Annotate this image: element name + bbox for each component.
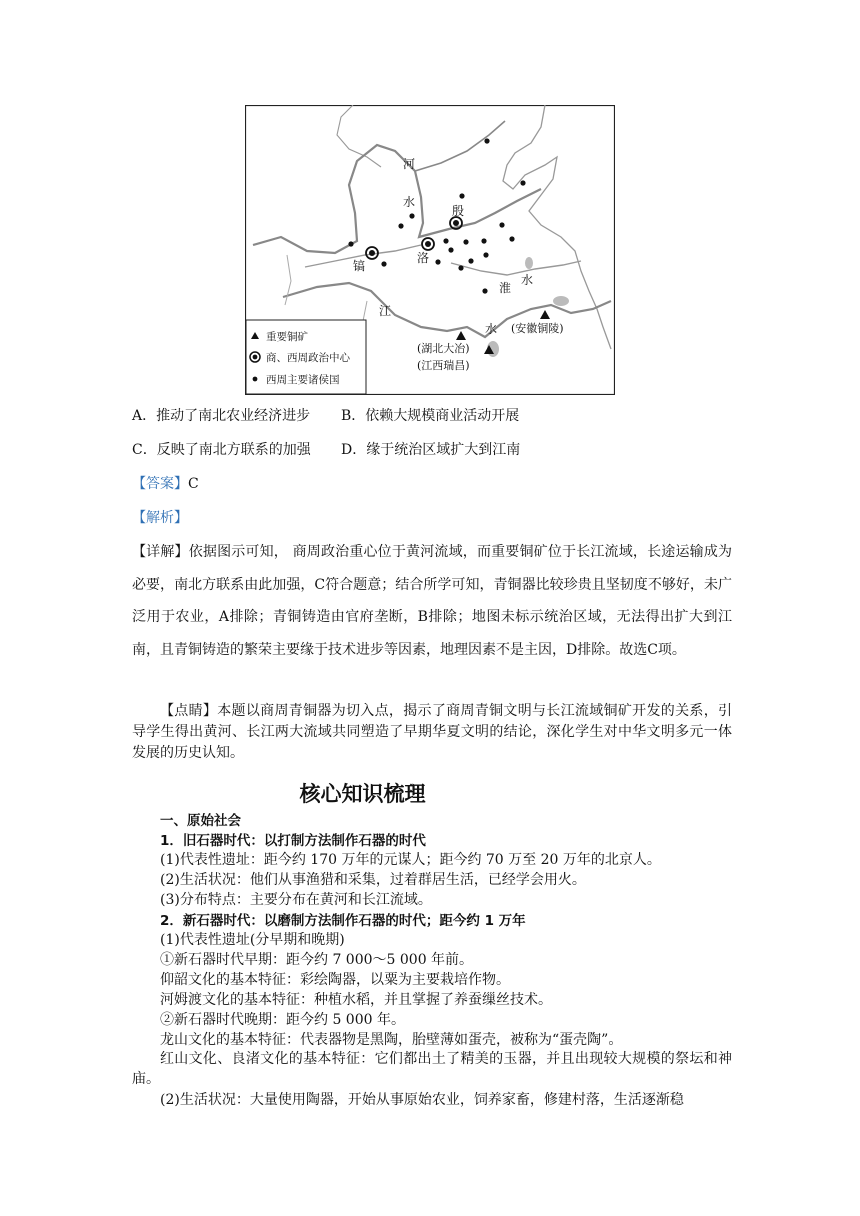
label-jiang: 江	[379, 304, 392, 318]
label-shui-2: 水	[521, 273, 534, 287]
detail-tag: 【详解】	[132, 544, 189, 560]
neo-sites: (1)代表性遗址(分早期和晚期)	[160, 932, 345, 948]
label-shui-1: 水	[403, 195, 416, 209]
label-he: 河	[403, 157, 416, 171]
paleo-distribution: (3)分布特点：主要分布在黄河和长江流域。	[160, 892, 432, 908]
bronze-map	[245, 105, 615, 395]
label-yin: 殷	[452, 204, 465, 218]
label-jiangxi: (江西瑞昌)	[417, 359, 470, 372]
legend-copper: 重要铜矿	[266, 331, 308, 343]
answer-line	[132, 473, 199, 493]
label-hao: 镐	[353, 259, 366, 273]
detail-paragraph	[132, 536, 732, 666]
heading-paleolithic: 1．旧石器时代：以打制方法制作石器的时代	[160, 833, 426, 849]
heading-neolithic: 2．新石器时代：以磨制方法制作石器的时代；距今约 1 万年	[160, 913, 526, 929]
comment-tag: 【点睛】	[160, 703, 218, 719]
label-hubei: (湖北大冶)	[417, 342, 470, 355]
lake	[553, 296, 569, 306]
neo-late: ②新石器时代晚期：距今约 5 000 年。	[160, 1012, 405, 1028]
paleo-life: (2)生活状况：他们从事渔猎和采集，过着群居生活，已经学会用火。	[160, 872, 586, 888]
knowledge-title: 核心知识梳理	[299, 782, 426, 806]
paleo-sites: (1)代表性遗址：距今约 170 万年的元谋人；距今约 70 万至 20 万年的北京人。	[160, 852, 661, 868]
comment-text: 本题以商周青铜器为切入点，揭示了商周青铜文明与长江流域铜矿开发的关系，引导学生得出黄河、长江两大流域共同塑造了早期华夏文明的结论，深化学生对中华文明多元一体发展的历史认知。	[132, 703, 733, 761]
answer-value: C	[188, 476, 199, 492]
answer-tag: 【答案】	[132, 476, 188, 492]
longshan: 龙山文化的基本特征：代表器物是黑陶，胎壁薄如蛋壳，被称为“蛋壳陶”。	[160, 1032, 623, 1048]
map-legend	[246, 320, 366, 394]
detail-text: 依据图示可知， 商周政治重心位于黄河流域，而重要铜矿位于长江流域，长途运输成为必要，南北方联系由此加强，C符合题意；结合所学可知，青铜器比较珍贵且坚韧度不够好，未广泛用于农业，A排除；青铜铸造由官府垄断，B排除；地图未标示统治区域，无法得出扩大到江南，且青铜铸造的繁荣主要缘于技术进步等因素，地理因素不是主因，D排除。故选C项。	[132, 544, 732, 658]
option-c: C．反映了南北方联系的加强	[132, 442, 311, 458]
option-a: A．推动了南北农业经济进步	[132, 408, 311, 424]
option-d: D．缘于统治区域扩大到江南	[341, 442, 521, 458]
legend-vassal: 西周主要诸侯国	[266, 374, 340, 386]
yangshao: 仰韶文化的基本特征：彩绘陶器，以粟为主要栽培作物。	[160, 972, 510, 988]
analysis-tag: 【解析】	[132, 510, 188, 526]
hongshan-liangzhu: 红山文化、良渚文化的基本特征：它们都出土了精美的玉器，并且出现较大规模的祭坛和神庙。	[132, 1051, 732, 1087]
comment-paragraph	[132, 701, 732, 764]
label-luo: 洛	[417, 251, 430, 265]
neo-life: (2)生活状况：大量使用陶器，开始从事原始农业，饲养家畜，修建村落，生活逐渐稳	[160, 1092, 684, 1108]
neo-early: ①新石器时代早期：距今约 7 000～5 000 年前。	[160, 952, 474, 968]
label-huai: 淮	[499, 281, 512, 295]
section-primitive: 一、原始社会	[160, 813, 241, 829]
legend-center: 商、西周政治中心	[266, 352, 350, 364]
option-b: B．依赖大规模商业活动开展	[341, 408, 520, 424]
label-shui-3: 水	[485, 322, 498, 336]
hemudu: 河姆渡文化的基本特征：种植水稻，并且掌握了养蚕缫丝技术。	[160, 992, 552, 1008]
lake-3	[525, 257, 533, 269]
label-anhui: (安徽铜陵)	[511, 322, 564, 335]
